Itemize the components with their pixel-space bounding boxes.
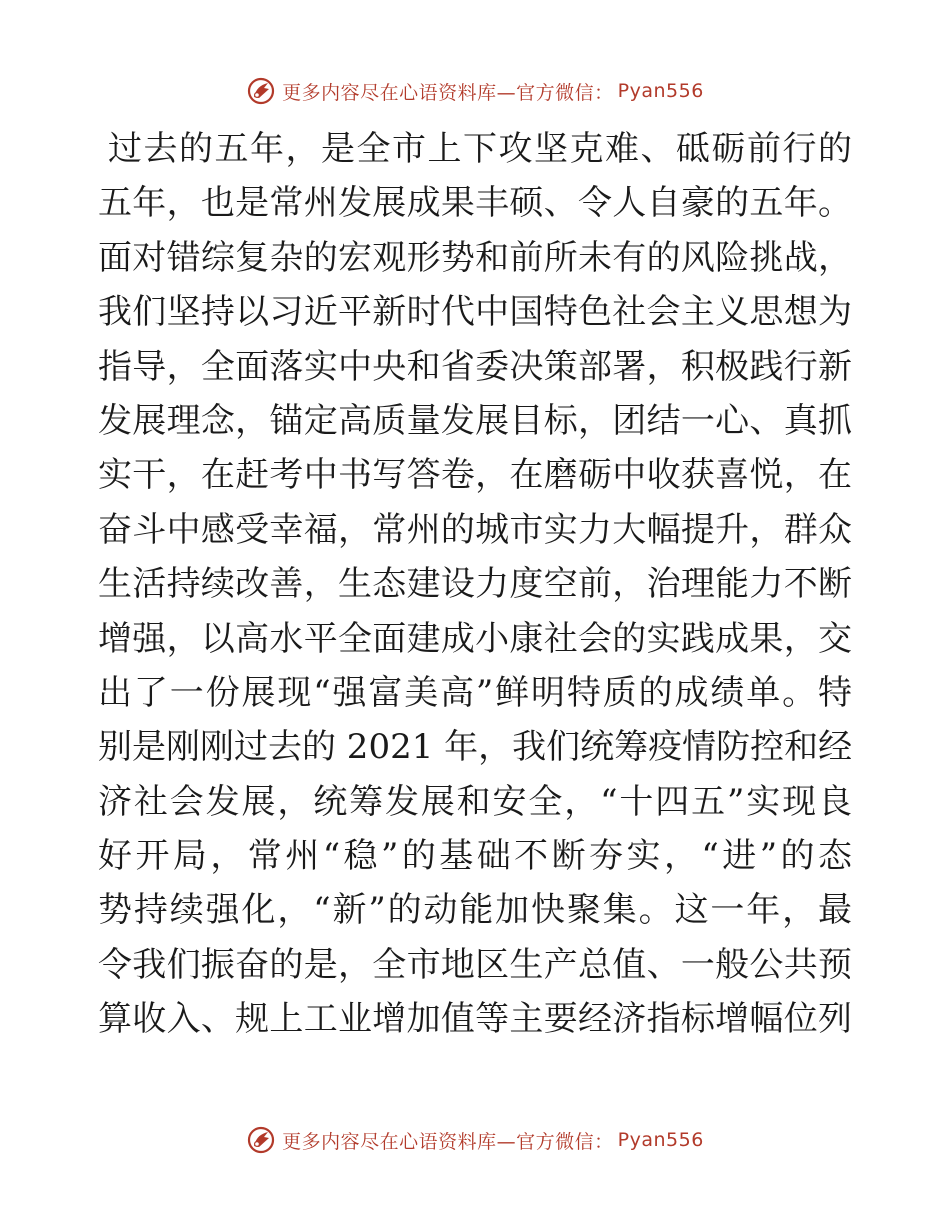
text-line: 五年，也是常州发展成果丰硕、令人自豪的五年。 <box>98 183 852 224</box>
banner-wechat-id: Pyan556 <box>617 80 704 102</box>
text-line: 过去的五年，是全市上下攻坚克难、砥砺前行的 <box>108 129 852 169</box>
text-line: 面对错综复杂的宏观形势和前所未有的风险挑战， <box>98 237 852 278</box>
text-line: 别是刚刚过去的 2021 年，我们统筹疫情防控和经 <box>98 727 852 768</box>
banner-wechat-id: Pyan556 <box>617 1129 704 1151</box>
brand-logo-icon <box>246 1125 276 1155</box>
text-line: 奋斗中感受幸福，常州的城市实力大幅提升，群众 <box>98 509 852 550</box>
footer-watermark-banner <box>0 1120 950 1160</box>
text-line: 发展理念，锚定高质量发展目标，团结一心、真抓 <box>98 400 852 441</box>
text-line: 算收入、规上工业增加值等主要经济指标增幅位列 <box>98 999 852 1040</box>
brand-logo-icon <box>246 76 276 106</box>
text-line: 济社会发展，统筹发展和安全，“十四五”实现良 <box>98 781 852 822</box>
banner-promo-text: 更多内容尽在心语资料库—官方微信： <box>282 1130 614 1153</box>
banner-promo-text: 更多内容尽在心语资料库—官方微信： <box>282 81 614 104</box>
document-body <box>98 122 852 1047</box>
text-line: 指导，全面落实中央和省委决策部署，积极践行新 <box>98 346 852 387</box>
text-line: 势持续强化，“新”的动能加快聚集。这一年，最 <box>98 890 852 931</box>
header-watermark-banner <box>0 71 950 111</box>
text-line: 好开局，常州“稳”的基础不断夯实，“进”的态 <box>98 836 852 877</box>
text-line: 生活持续改善，生态建设力度空前，治理能力不断 <box>98 564 852 605</box>
text-line: 出了一份展现“强富美高”鲜明特质的成绩单。特 <box>98 672 852 713</box>
text-line: 增强，以高水平全面建成小康社会的实践成果，交 <box>98 618 852 659</box>
text-line: 令我们振奋的是，全市地区生产总值、一般公共预 <box>98 944 852 985</box>
text-line: 我们坚持以习近平新时代中国特色社会主义思想为 <box>98 292 852 333</box>
text-line: 实干，在赶考中书写答卷，在磨砺中收获喜悦，在 <box>98 455 852 496</box>
